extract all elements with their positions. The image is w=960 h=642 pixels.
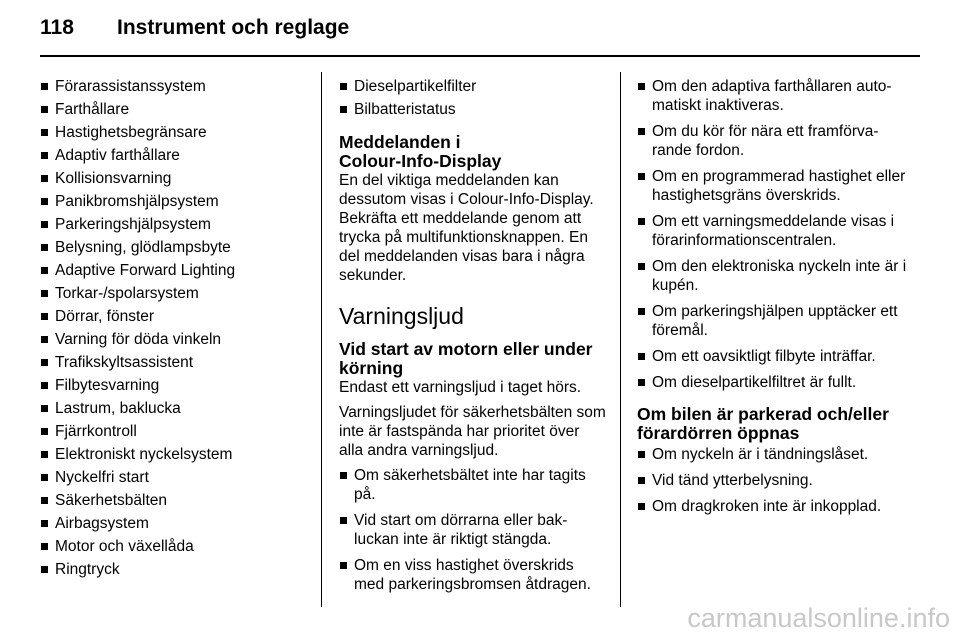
list-item: Airbagsystem xyxy=(40,514,312,533)
bullet-square-icon xyxy=(340,83,347,90)
list-item: Om dieselpartikelfiltret är fullt. xyxy=(637,373,907,392)
bullet-square-icon xyxy=(638,128,645,135)
bullet-square-icon xyxy=(41,543,48,550)
list-item: Farthållare xyxy=(40,100,312,119)
bullet-square-icon xyxy=(340,517,347,524)
bullet-square-icon xyxy=(41,290,48,297)
bullet-square-icon xyxy=(41,474,48,481)
bullet-square-icon xyxy=(41,106,48,113)
bullet-square-icon xyxy=(41,382,48,389)
list-item: Dörrar, fönster xyxy=(40,307,312,326)
list-item: Adaptiv farthållare xyxy=(40,146,312,165)
list-item: Vid start om dörrarna eller bak-luckan inte är riktigt stängda. xyxy=(339,511,607,549)
bullet-square-icon xyxy=(638,451,645,458)
column-divider-1 xyxy=(321,72,322,607)
chapter-title: Instrument och reglage xyxy=(117,16,350,39)
bullet-square-icon xyxy=(41,313,48,320)
list-item: Säkerhetsbälten xyxy=(40,491,312,510)
bullet-square-icon xyxy=(340,106,347,113)
list-item: Om dragkroken inte är inkopplad. xyxy=(637,497,907,516)
bullet-square-icon xyxy=(41,267,48,274)
bullet-square-icon xyxy=(638,218,645,225)
list-item: Panikbromshjälpsystem xyxy=(40,192,312,211)
list-item: Lastrum, baklucka xyxy=(40,399,312,418)
list-item: Om en programmerad hastighet eller hastighetsgräns överskrids. xyxy=(637,167,907,205)
bullet-square-icon xyxy=(41,566,48,573)
list-item: Om ett oavsiktligt filbyte inträffar. xyxy=(637,347,907,366)
list-item: Om säkerhetsbältet inte har tagits på. xyxy=(339,466,607,504)
list-item: Elektroniskt nyckelsystem xyxy=(40,445,312,464)
list-item: Torkar-/spolarsystem xyxy=(40,284,312,303)
bullet-square-icon xyxy=(638,83,645,90)
list-item: Kollisionsvarning xyxy=(40,169,312,188)
bullet-square-icon xyxy=(41,520,48,527)
list-item: Fjärrkontroll xyxy=(40,422,312,441)
bullet-square-icon xyxy=(41,129,48,136)
list-item: Om den adaptiva farthållaren auto-matiskt inaktiveras. xyxy=(637,77,907,115)
bullet-square-icon xyxy=(41,451,48,458)
subheading-engine-start: Vid start av motorn eller under körning xyxy=(339,339,593,378)
header-rule xyxy=(40,55,920,57)
list-item: Förarassistanssystem xyxy=(40,77,312,96)
topic-list-continued xyxy=(339,77,607,119)
list-item: Om parkeringshjälpen upptäcker ett föremål. xyxy=(637,302,907,340)
list-item: Om den elektroniska nyckeln inte är i kupén. xyxy=(637,257,907,295)
bullet-square-icon xyxy=(41,175,48,182)
bullet-square-icon xyxy=(638,353,645,360)
bullet-square-icon xyxy=(41,198,48,205)
start-paragraph-2: Varningsljudet för säkerhetsbälten som inte är fastspända har prioritet över alla andra varningsljud. xyxy=(339,404,606,459)
list-item: Filbytesvarning xyxy=(40,376,312,395)
bullet-square-icon xyxy=(638,503,645,510)
column-2 xyxy=(339,77,607,601)
bullet-square-icon xyxy=(340,562,347,569)
list-item: Motor och växellåda xyxy=(40,537,312,556)
column-3 xyxy=(637,77,907,523)
list-item: Ringtryck xyxy=(40,560,312,579)
list-item: Hastighetsbegränsare xyxy=(40,123,312,142)
page-number: 118 xyxy=(40,16,74,39)
parked-conditions-list xyxy=(637,445,907,516)
bullet-square-icon xyxy=(41,152,48,159)
list-item: Nyckelfri start xyxy=(40,468,312,487)
list-item: Belysning, glödlampsbyte xyxy=(40,238,312,257)
start-conditions-list xyxy=(339,466,607,594)
bullet-square-icon xyxy=(41,83,48,90)
driving-conditions-list xyxy=(637,77,907,392)
bullet-square-icon xyxy=(638,173,645,180)
list-item: Varning för döda vinkeln xyxy=(40,330,312,349)
bullet-square-icon xyxy=(340,472,347,479)
cim-paragraph: En del viktiga meddelanden kan dessutom visas i Colour-Info-Display. Bekräfta ett meddelande genom att trycka på multifunktionsknappen. En del meddelanden visas bara i några sekunder. xyxy=(339,172,594,284)
list-item: Adaptive Forward Lighting xyxy=(40,261,312,280)
bullet-square-icon xyxy=(41,428,48,435)
bullet-square-icon xyxy=(41,336,48,343)
bullet-square-icon xyxy=(41,405,48,412)
bullet-square-icon xyxy=(41,359,48,366)
topic-list xyxy=(40,77,312,579)
section-heading-colour-info-display: Meddelanden i Colour-Info-Display xyxy=(339,132,502,171)
bullet-square-icon xyxy=(638,263,645,270)
column-divider-2 xyxy=(620,72,621,607)
column-1 xyxy=(40,77,312,583)
bullet-square-icon xyxy=(41,221,48,228)
bullet-square-icon xyxy=(638,308,645,315)
list-item: Parkeringshjälpsystem xyxy=(40,215,312,234)
bullet-square-icon xyxy=(638,379,645,386)
bullet-square-icon xyxy=(638,477,645,484)
list-item: Om nyckeln är i tändningslåset. xyxy=(637,445,907,464)
start-paragraph-1: Endast ett varningsljud i taget hörs. xyxy=(339,379,582,396)
subheading-parked-door-open: Om bilen är parkerad och/eller förardörren öppnas xyxy=(637,404,889,443)
bullet-square-icon xyxy=(41,497,48,504)
list-item: Bilbatteristatus xyxy=(339,100,607,119)
list-item: Dieselpartikelfilter xyxy=(339,77,607,96)
list-item: Trafikskyltsassistent xyxy=(40,353,312,372)
list-item: Vid tänd ytterbelysning. xyxy=(637,471,907,490)
list-item: Om ett varningsmeddelande visas i förarinformationscentralen. xyxy=(637,212,907,250)
watermark: carmanualsonline.info xyxy=(687,603,950,633)
list-item: Om du kör för nära ett framförva-rande fordon. xyxy=(637,122,907,160)
list-item: Om en viss hastighet överskrids med parkeringsbromsen åtdragen. xyxy=(339,556,607,594)
bullet-square-icon xyxy=(41,244,48,251)
section-heading-warning-sounds: Varningsljud xyxy=(339,303,464,329)
